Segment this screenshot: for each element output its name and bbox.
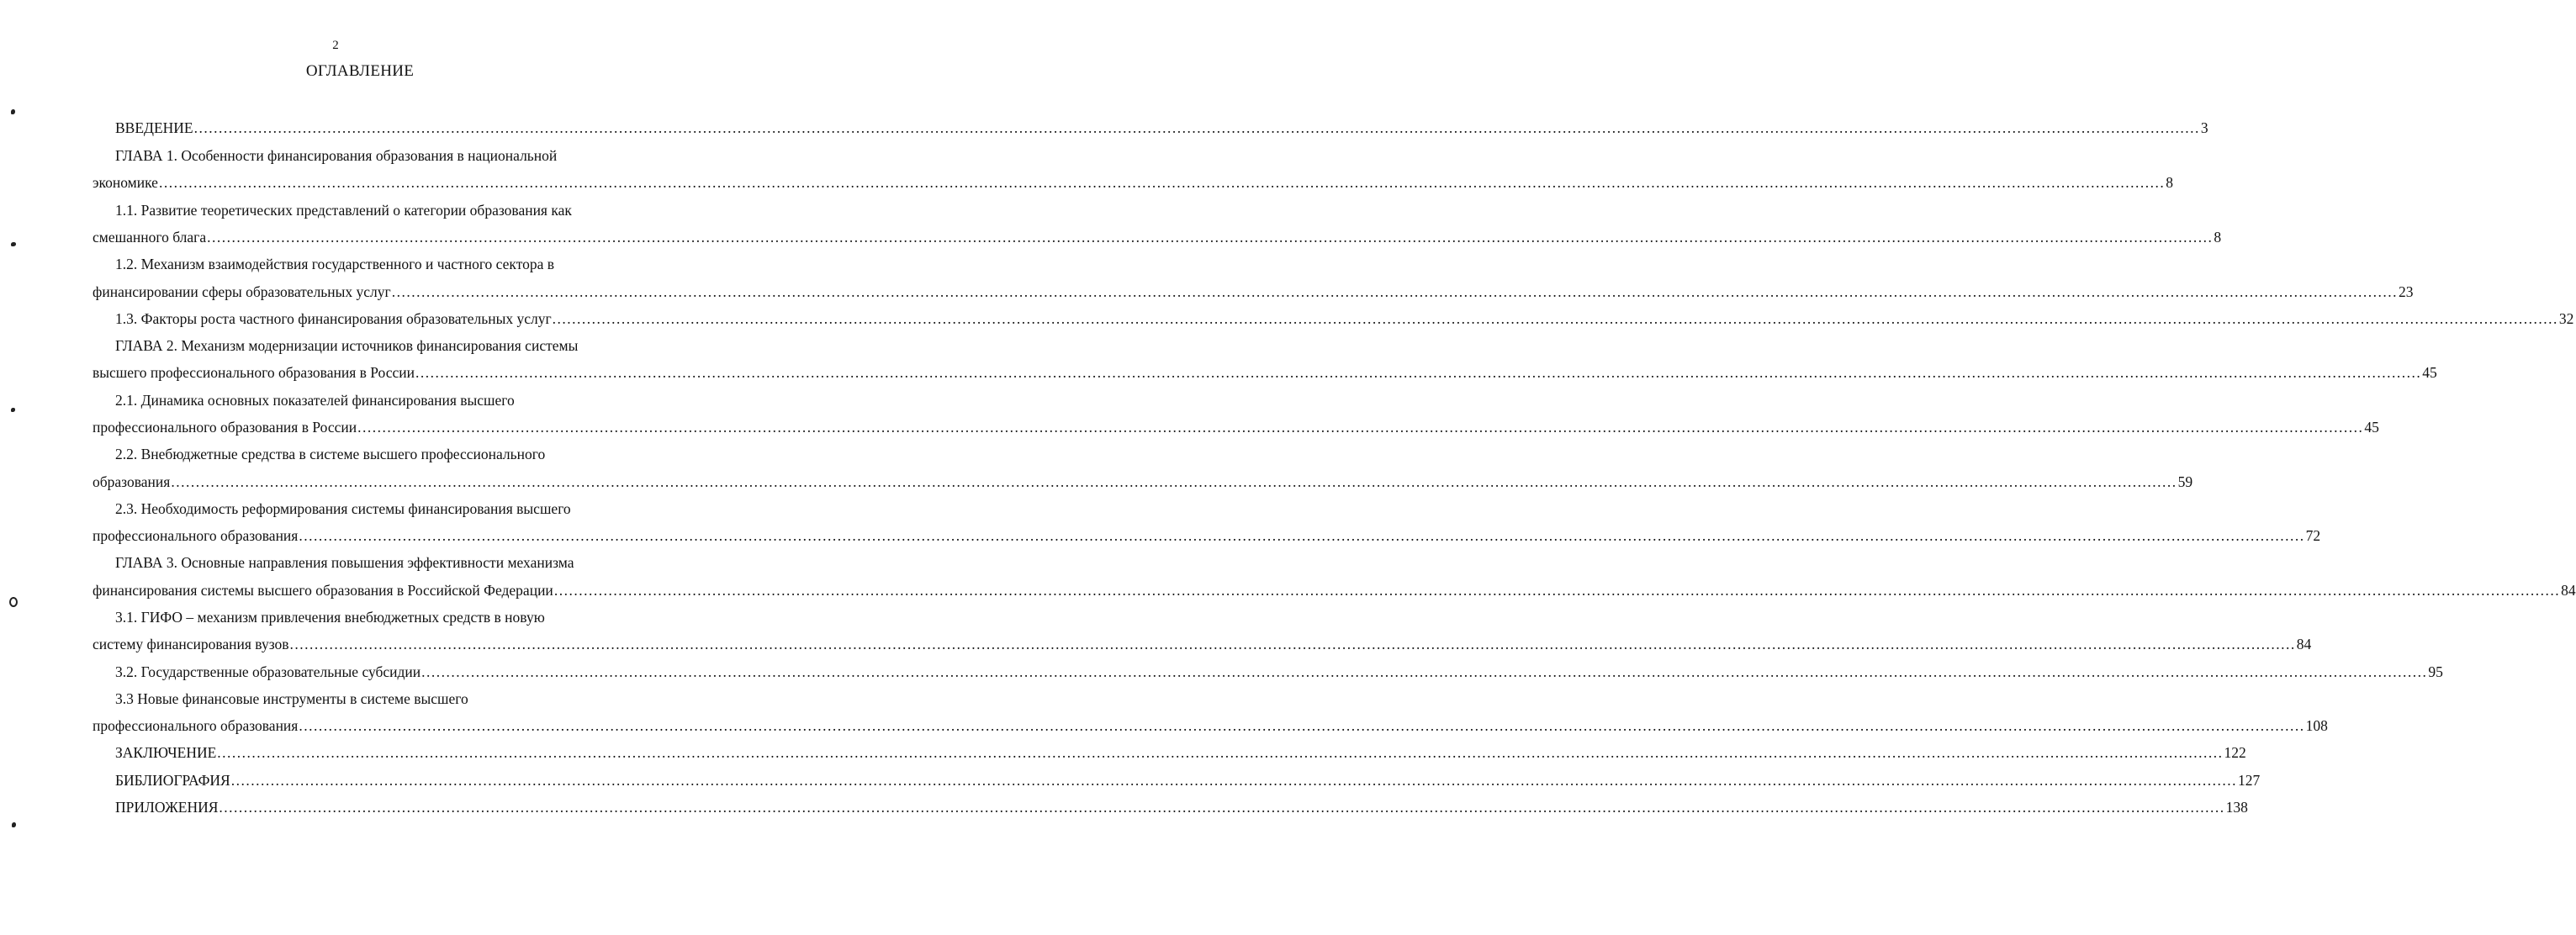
scan-mark (11, 109, 15, 114)
toc-entry-page: 59 (2177, 473, 2193, 490)
toc-entry-title-cont: смешанного блага (93, 229, 207, 246)
toc-leader: ...................................................................................................................................................................................................................................................................................................................................................................................................................... (230, 772, 2237, 789)
toc-entry-page: 32 (2558, 310, 2574, 327)
toc-entry-page: 127 (2237, 772, 2261, 789)
toc-entry-title-cont: образования (93, 473, 171, 490)
toc-entry-page: 8 (2214, 229, 2222, 246)
toc-entry-title-cont: финансировании сферы образовательных услуг (93, 283, 391, 300)
toc-entry-title-cont: систему финансирования вузов (93, 636, 289, 652)
page-number: 2 (332, 39, 339, 52)
toc-entry-section-1-2 (0, 255, 632, 273)
toc-entry-section-3-1-cont (93, 635, 2312, 653)
scan-mark (9, 597, 18, 607)
toc-entry-page: 8 (2166, 174, 2173, 191)
toc-entry-title-cont: профессионального образования (93, 717, 299, 734)
toc-entry-page: 108 (2305, 717, 2328, 734)
toc-entry-title-cont: финансирования системы высшего образования в Российской Федерации (93, 582, 553, 599)
toc-entry-title: ГЛАВА 1. Особенности финансирования образования в национальной (115, 147, 558, 164)
toc-entry-section-3-1 (0, 608, 632, 626)
toc-leader: ...................................................................................................................................................................................................................................................................................................................................................................................................................... (552, 310, 2558, 327)
toc-entry-section-2-1 (0, 391, 632, 409)
toc-entry-section-2-2 (0, 445, 632, 463)
toc-entry-page: 45 (2422, 364, 2437, 381)
toc-entry-title: ГЛАВА 3. Основные направления повышения эффективности механизма (115, 554, 574, 571)
scan-mark (11, 408, 15, 412)
toc-entry-title: 2.1. Динамика основных показателей финансирования высшего (115, 392, 515, 409)
toc-entry-section-2-2-cont (93, 473, 2193, 491)
toc-entry-section-1-2-cont (93, 283, 2414, 301)
toc-entry-section-3-3 (0, 689, 632, 708)
toc-leader: ...................................................................................................................................................................................................................................................................................................................................................................................................................... (207, 229, 2214, 246)
toc-entry-page: 23 (2398, 283, 2414, 300)
toc-entry-section-3-3-cont (93, 716, 2328, 735)
toc-leader: ...................................................................................................................................................................................................................................................................................................................................................................................................................... (357, 419, 2364, 436)
toc-leader: ...................................................................................................................................................................................................................................................................................................................................................................................................................... (171, 473, 2177, 490)
toc-entry-title: ГЛАВА 2. Механизм модернизации источников финансирования системы (115, 337, 579, 354)
toc-entry-appendices (0, 798, 2248, 816)
toc-leader: ...................................................................................................................................................................................................................................................................................................................................................................................................................... (299, 717, 2305, 734)
toc-entry-title-cont: экономике (93, 174, 158, 191)
toc-entry-page: 122 (2224, 744, 2246, 761)
toc-entry-page: 84 (2296, 636, 2312, 652)
toc-entry-section-1-1 (0, 201, 632, 219)
toc-entry-title-cont: профессионального образования в России (93, 419, 357, 436)
toc-entry-title: 1.1. Развитие теоретических представлений о категории образования как (115, 202, 572, 219)
toc-entry-title: 2.3. Необходимость реформирования системы финансирования высшего (115, 500, 571, 517)
toc-entry-title: ВВЕДЕНИЕ (115, 119, 193, 136)
toc-entry-section-2-3-cont (93, 526, 2321, 545)
toc-entry-title: 1.3. Факторы роста частного финансирования образовательных услуг (115, 310, 552, 327)
toc-entry-page: 3 (2200, 119, 2208, 136)
toc-entry-title-cont: высшего профессионального образования в России (93, 364, 415, 381)
toc-leader: ...................................................................................................................................................................................................................................................................................................................................................................................................................... (415, 364, 2422, 381)
toc-entry-chapter-3 (0, 553, 632, 572)
toc-leader: ...................................................................................................................................................................................................................................................................................................................................................................................................................... (219, 799, 2225, 816)
toc-entry-title-cont: профессионального образования (93, 527, 299, 544)
toc-entry-section-2-1-cont (93, 418, 2379, 436)
toc-leader: ...................................................................................................................................................................................................................................................................................................................................................................................................................... (158, 174, 2166, 191)
toc-entry-chapter-2-cont (93, 363, 2437, 382)
toc-leader: ...................................................................................................................................................................................................................................................................................................................................................................................................................... (289, 636, 2296, 652)
toc-entry-title: ЗАКЛЮЧЕНИЕ (115, 744, 217, 761)
scan-mark (12, 822, 16, 827)
toc-entry-chapter-1-cont (93, 173, 2173, 192)
toc-leader: ...................................................................................................................................................................................................................................................................................................................................................................................................................... (421, 663, 2428, 680)
toc-entry-section-3-2 (0, 663, 2443, 681)
toc-entry-chapter-2 (0, 336, 632, 355)
toc-leader: ...................................................................................................................................................................................................................................................................................................................................................................................................................... (217, 744, 2224, 761)
toc-leader: ...................................................................................................................................................................................................................................................................................................................................................................................................................... (391, 283, 2398, 300)
toc-entry-chapter-1 (0, 146, 632, 165)
toc-entry-title: 3.1. ГИФО – механизм привлечения внебюджетных средств в новую (115, 609, 545, 626)
toc-entry-page: 95 (2428, 663, 2443, 680)
toc-entry-title: 2.2. Внебюджетные средства в системе высшего профессионального (115, 446, 546, 462)
toc-entry-section-1-1-cont (93, 228, 2222, 246)
toc-entry-page: 45 (2364, 419, 2379, 436)
toc-entry-title: 3.2. Государственные образовательные субсидии (115, 663, 421, 680)
toc-leader: ...................................................................................................................................................................................................................................................................................................................................................................................................................... (193, 119, 2200, 136)
scan-mark (11, 242, 16, 246)
toc-entry-title: БИБЛИОГРАФИЯ (115, 772, 230, 789)
toc-entry-chapter-3-cont (93, 581, 2576, 600)
toc-leader: ...................................................................................................................................................................................................................................................................................................................................................................................................................... (553, 582, 2561, 599)
toc-entry-section-2-3 (0, 499, 632, 518)
toc-entry-bibliography (0, 771, 2261, 790)
toc-entry-section-1-3 (0, 309, 2574, 328)
toc-entry-page: 84 (2561, 582, 2576, 599)
toc-entry-title: ПРИЛОЖЕНИЯ (115, 799, 219, 816)
toc-entry-introduction (0, 119, 2208, 137)
toc-entry-title: 3.3 Новые финансовые инструменты в системе высшего (115, 690, 468, 707)
toc-entry-page: 72 (2305, 527, 2321, 544)
toc-leader: ...................................................................................................................................................................................................................................................................................................................................................................................................................... (299, 527, 2305, 544)
page-title: ОГЛАВЛЕНИЕ (305, 62, 415, 80)
toc-entry-title: 1.2. Механизм взаимодействия государственного и частного сектора в (115, 256, 555, 272)
toc-entry-conclusion (0, 743, 2246, 762)
toc-entry-page: 138 (2225, 799, 2248, 816)
